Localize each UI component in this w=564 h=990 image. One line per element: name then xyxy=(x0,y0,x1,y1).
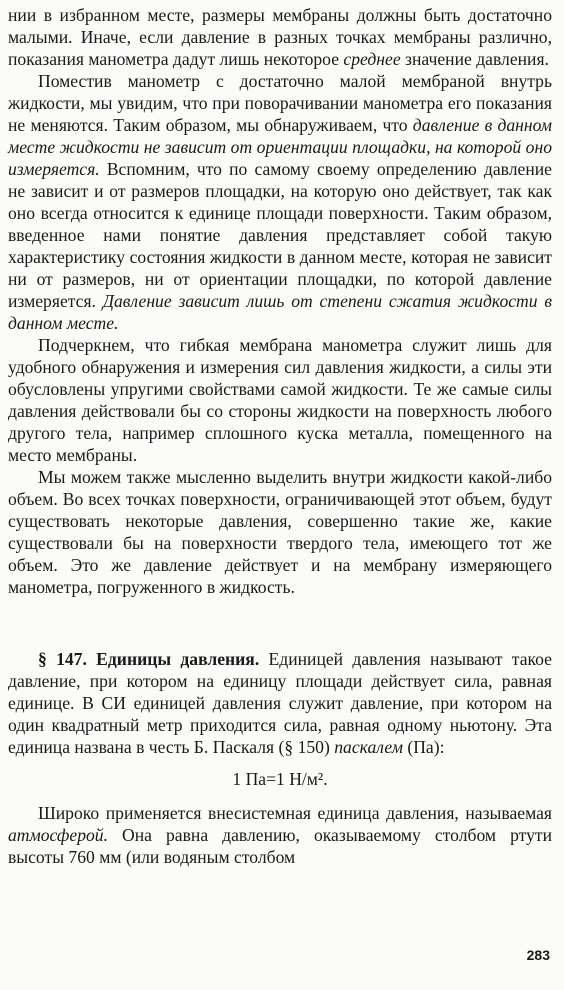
section-emphasis: паскалем xyxy=(334,737,403,757)
section-147 xyxy=(8,648,552,758)
p1-end: значение давления. xyxy=(400,49,549,69)
p6-text-a: Широко применяется внесистемная единица давления, называемая xyxy=(38,803,552,823)
p6-emphasis: атмосферой. xyxy=(8,825,108,845)
p2-text-a: Поместив манометр с достаточно малой мембраной внутрь жидкости, мы увидим, что при поворачивании манометра его показания не меняются. Таким образом, мы обнаруживаем, что xyxy=(8,71,552,135)
page-number: 283 xyxy=(526,947,550,963)
p2-emphasis-2: Давление зависит лишь от степени сжатия жидкости в данном месте. xyxy=(8,291,552,333)
p2-text-b: Вспомним, что по самому своему определению давление не зависит и от размеров площадки, на которую оно действует, так как оно всегда относится к единице площади поверхности. Таким образом, введенное нами понятие давления представляет собой такую характеристику состояния жидкости в данном месте, которая не зависит ни от размеров, ни от ориентации площадки, по которой давление измеряется. xyxy=(8,159,552,311)
section-text: Единицей давления называют такое давление, при котором на единицу площади действует сила, равная единице. В СИ единицей давления служит давление, при котором на один квадратный метр приходится сила, равная одному ньютону. Эта единица названа в честь Б. Паскаля (§ 150) xyxy=(8,649,552,757)
paragraph-4: Мы можем также мысленно выделить внутри жидкости какой-либо объем. Во всех точках поверхности, ограничивающей этот объем, будут существовать некоторые давления, совершенно такие же, какие существовали бы на поверхности твердого тела, имеющего тот же объем. Это же давление действует и на мембрану измеряющего манометра, погруженного в жидкость. xyxy=(8,467,552,597)
paragraph-1 xyxy=(8,4,552,70)
p2-emphasis-1: давление в данном месте жидкости не зависит от ориентации площадки, на которой оно измеряется. xyxy=(8,115,552,179)
section-heading: § 147. Единицы давления. xyxy=(38,649,260,669)
body-text xyxy=(8,4,552,868)
paragraph-2 xyxy=(8,70,552,334)
p1-text: нии в избранном месте, размеры мембраны должны быть достаточно малыми. Иначе, если давление в разных точках мембраны различно, показания манометра дадут лишь некоторое xyxy=(8,5,552,69)
paragraph-6 xyxy=(8,802,552,868)
p1-emphasis: среднее xyxy=(343,49,401,69)
section-end: (Па): xyxy=(402,737,445,757)
p6-text-b: Она равна давлению, оказываемому столбом ртути высоты 760 мм (или водяным столбом xyxy=(8,825,552,867)
pascal-formula: 1 Па=1 Н/м². xyxy=(232,769,328,789)
paragraph-3: Подчеркнем, что гибкая мембрана манометра служит лишь для удобного обнаружения и измерения сил давления жидкости, а силы эти обусловлены упругими свойствами самой жидкости. Те же самые силы давления действовали бы со стороны жидкости на поверхность любого другого тела, например сплошного куска металла, помещенного на место мембраны. xyxy=(8,335,552,465)
